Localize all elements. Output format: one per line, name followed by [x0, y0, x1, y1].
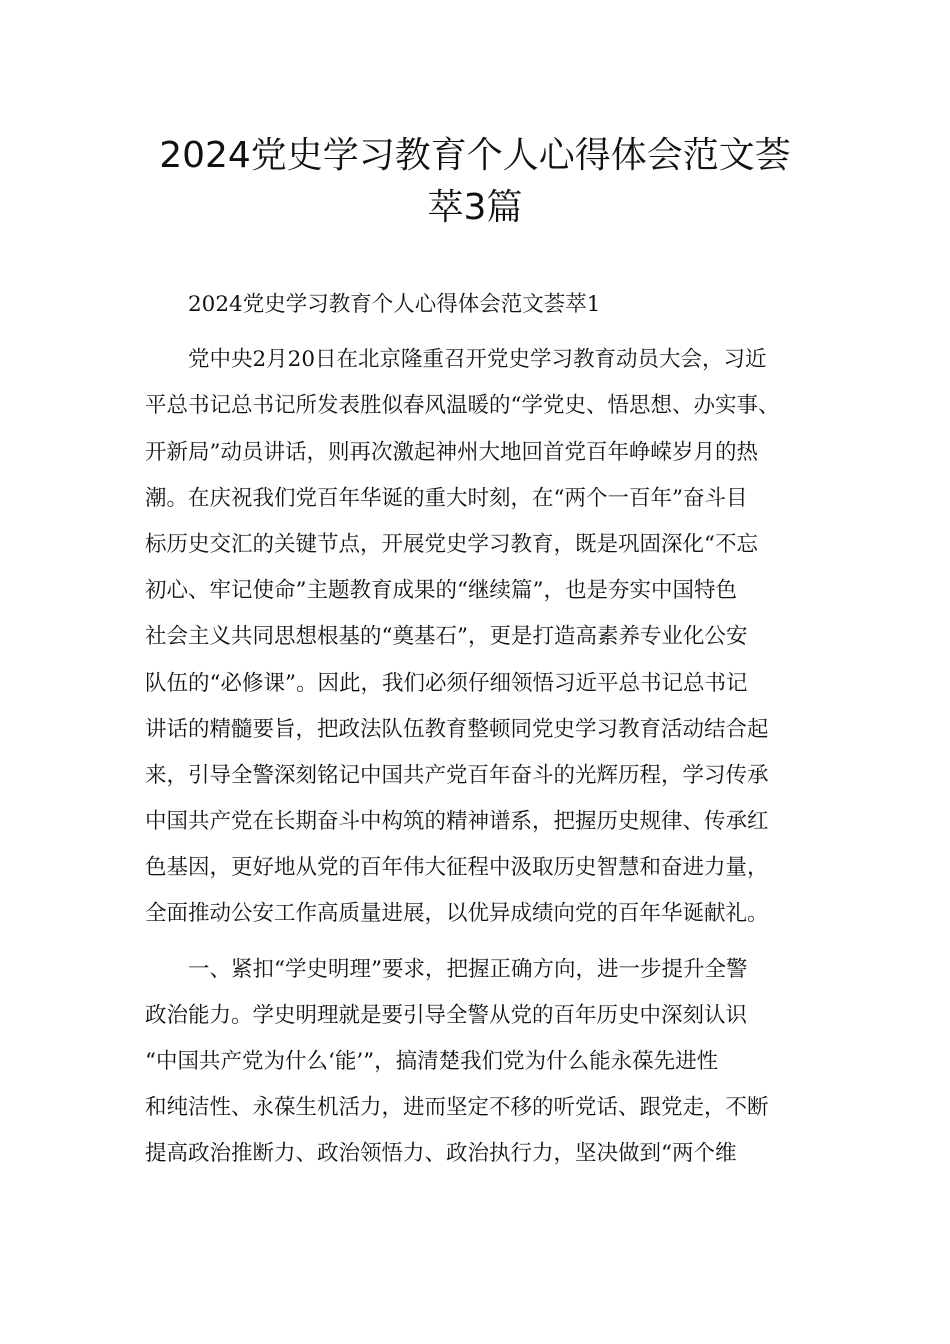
paragraph-line: 平总书记总书记所发表胜似春风温暖的“学党史、悟思想、办实事、 [145, 393, 780, 419]
section-subtitle: 2024党史学习教育个人心得体会范文荟萃1 [188, 292, 601, 317]
paragraph-line: 提高政治推断力、政治领悟力、政治执行力，坚决做到“两个维 [145, 1141, 737, 1167]
paragraph-line: 党中央2月20日在北京隆重召开党史学习教育动员大会，习近 [188, 347, 767, 373]
paragraph-line: 初心、牢记使命”主题教育成果的“继续篇”，也是夯实中国特色 [145, 578, 737, 604]
paragraph-line: 队伍的“必修课”。因此，我们必须仔细领悟习近平总书记总书记 [145, 670, 748, 696]
title-line-1: 2024党史学习教育个人心得体会范文荟 [159, 135, 791, 176]
paragraph-1 [145, 337, 810, 937]
paragraph-line: 来，引导全警深刻铭记中国共产党百年奋斗的光辉历程，学习传承 [145, 762, 769, 788]
paragraph-2 [145, 947, 810, 1178]
paragraph-line: “中国共产党为什么‘能’”，搞清楚我们党为什么能永葆先进性 [145, 1049, 719, 1074]
paragraph-line: 潮。在庆祝我们党百年华诞的重大时刻，在“两个一百年”奋斗目 [145, 485, 748, 511]
document-title [100, 130, 850, 234]
paragraph-line: 开新局”动员讲话，则再次激起神州大地回首党百年峥嵘岁月的热 [145, 439, 758, 465]
paragraph-line: 全面推动公安工作高质量进展，以优异成绩向党的百年华诞献礼。 [145, 901, 769, 927]
title-line-2: 萃3篇 [427, 187, 523, 228]
paragraph-line: 讲话的精髓要旨，把政法队伍教育整顿同党史学习教育活动结合起 [145, 716, 769, 742]
paragraph-line: 标历史交汇的关键节点，开展党史学习教育，既是巩固深化“不忘 [145, 531, 758, 557]
paragraph-line: 色基因，更好地从党的百年伟大征程中汲取历史智慧和奋进力量， [145, 855, 769, 881]
paragraph-line: 政治能力。学史明理就是要引导全警从党的百年历史中深刻认识 [145, 1002, 748, 1028]
document-body [145, 282, 810, 1178]
paragraph-line: 一、紧扣“学史明理”要求，把握正确方向，进一步提升全警 [188, 956, 748, 982]
paragraph-line: 中国共产党在长期奋斗中构筑的精神谱系，把握历史规律、传承红 [145, 809, 769, 835]
paragraph-line: 社会主义共同思想根基的“奠基石”，更是打造高素养专业化公安 [145, 624, 748, 650]
paragraph-line: 和纯洁性、永葆生机活力，进而坚定不移的听党话、跟党走，不断 [145, 1095, 769, 1121]
